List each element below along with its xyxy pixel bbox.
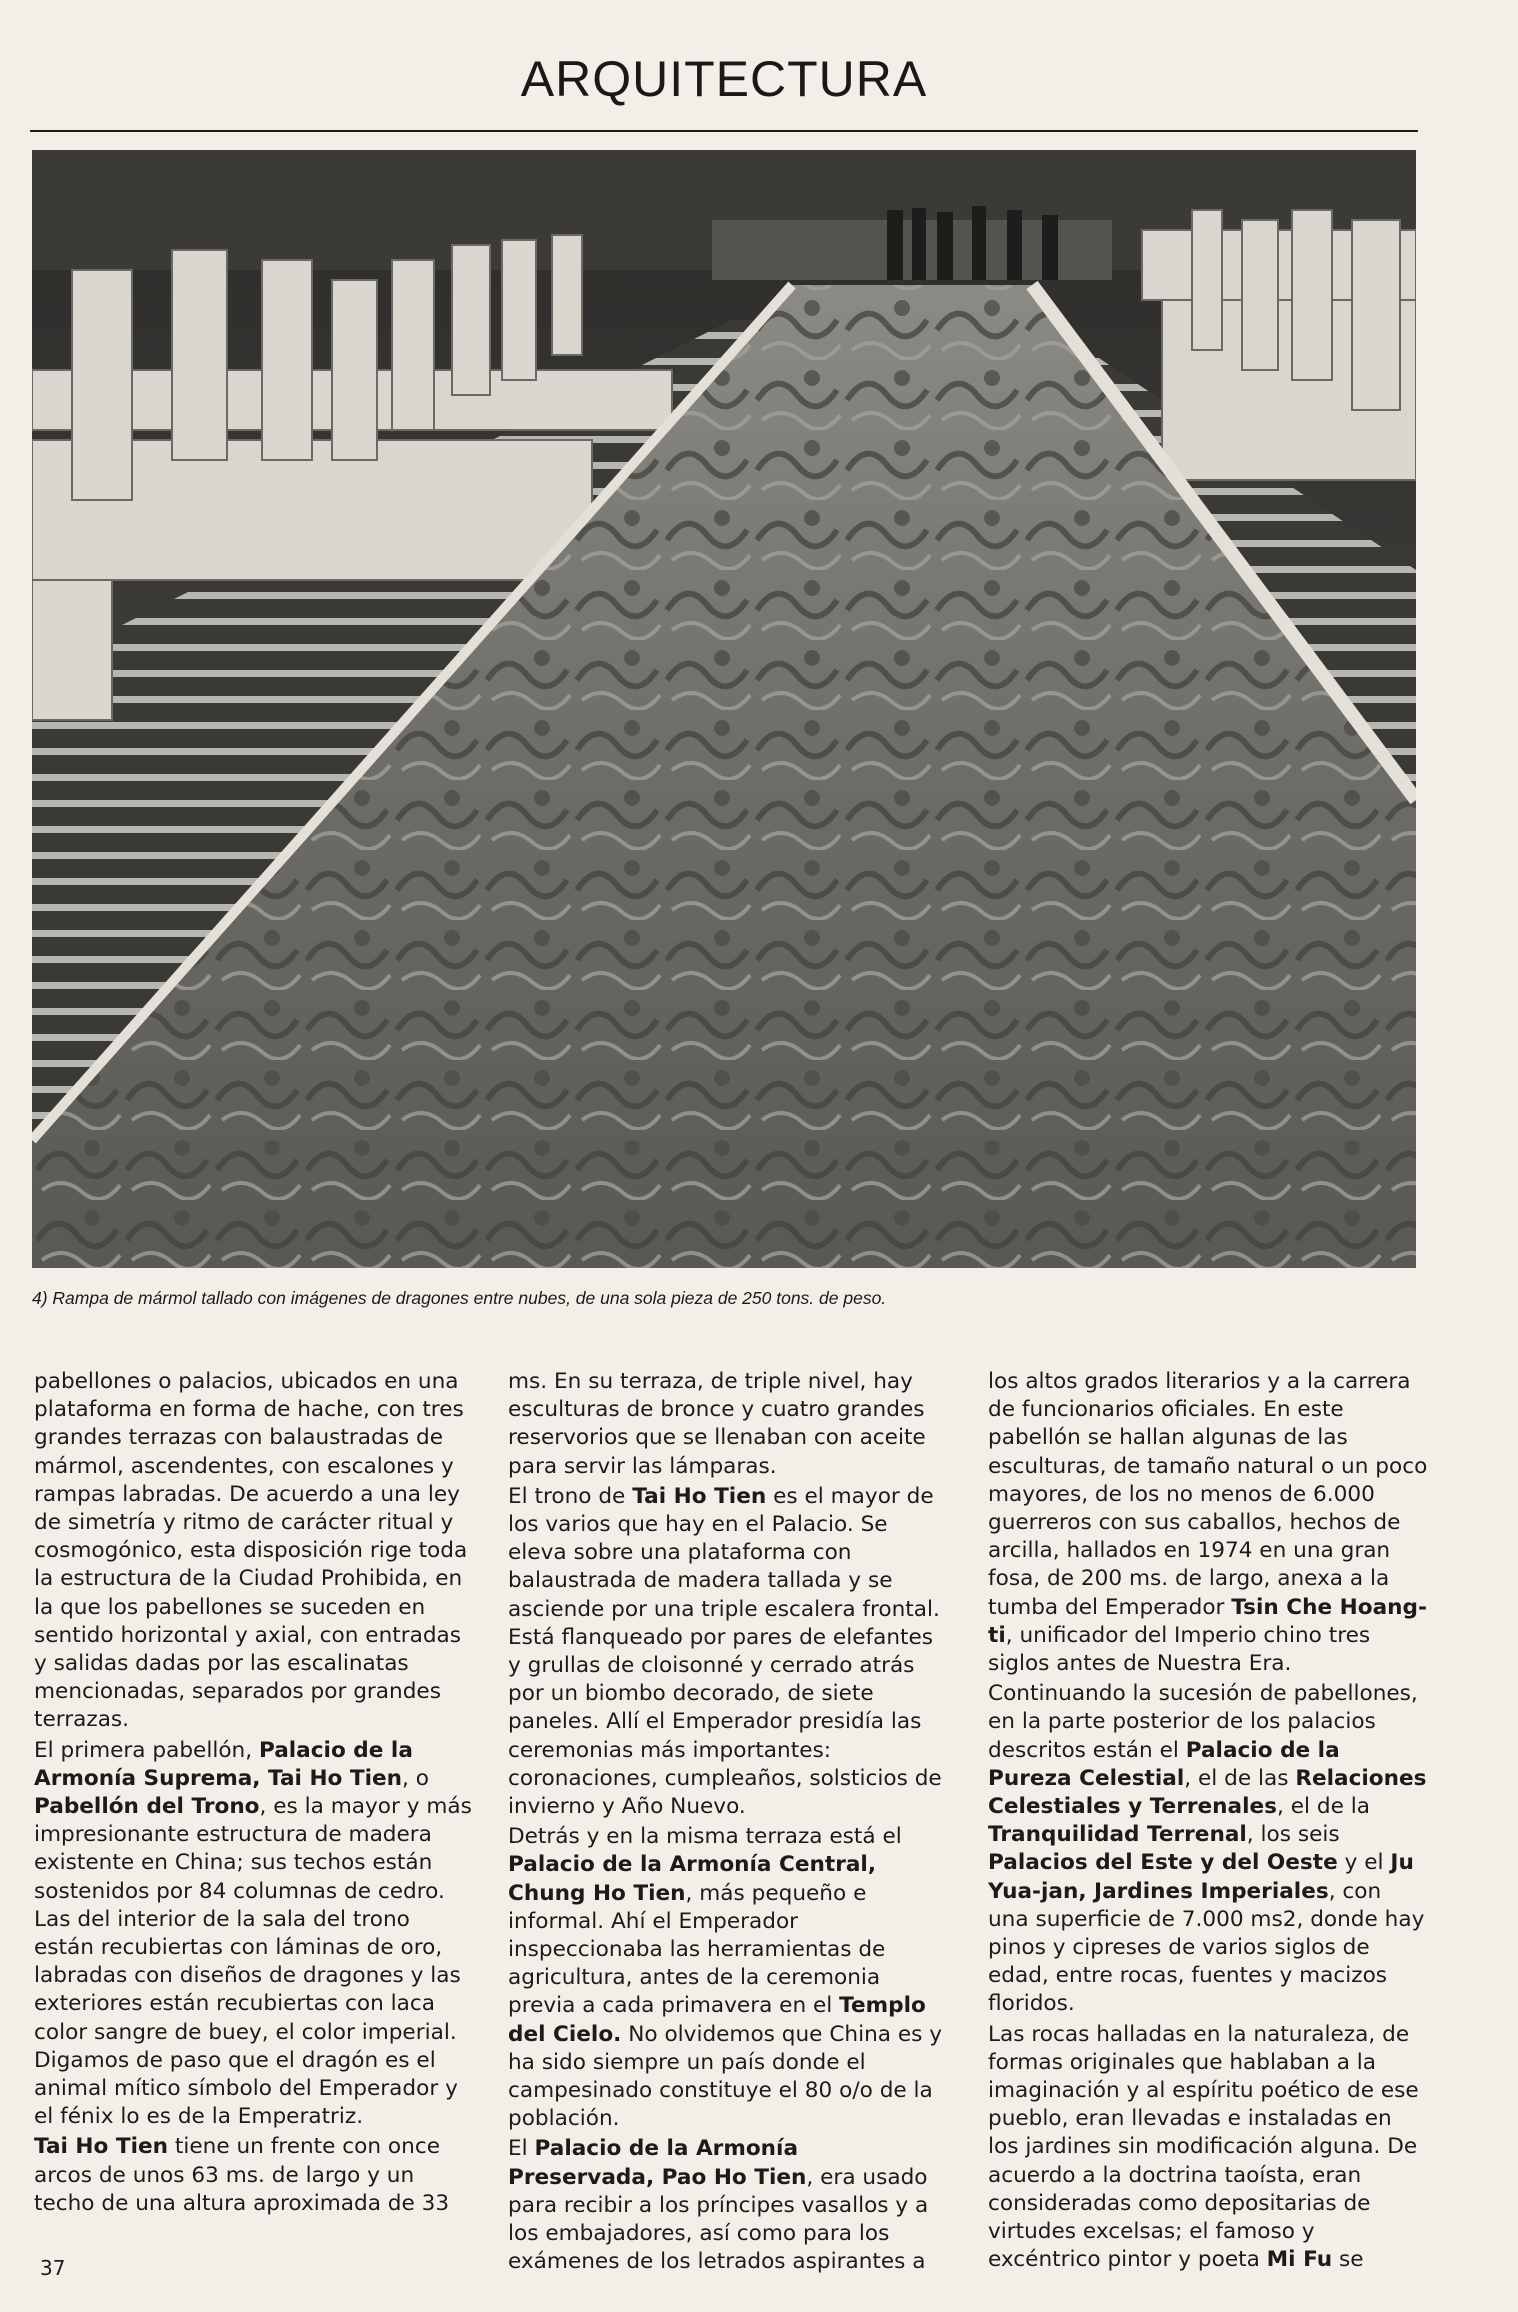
section-title: ARQUITECTURA xyxy=(520,51,928,107)
text-run: , era usado para recibir a los príncipes vasallos y a los embajadores, así como para los exámenes de los letrados aspirantes a xyxy=(508,2164,929,2275)
text-run: , el de la xyxy=(1277,1794,1370,1820)
text-run: , los seis xyxy=(1246,1822,1340,1848)
marble-dragon-ramp-photo-icon xyxy=(32,150,1416,1268)
bold-term: Palacio de la Armonía Central, Chung Ho Tien xyxy=(508,1852,877,1906)
page-header xyxy=(30,40,1418,132)
bold-term: Palacio de la Pureza Celestial xyxy=(988,1737,1340,1791)
bold-term: Tsin Che Hoang-ti xyxy=(988,1594,1427,1648)
bold-term: Relaciones Celestiales y Terrenales xyxy=(988,1765,1427,1820)
bold-term: Tai Ho Tien xyxy=(34,2134,169,2160)
photo-caption: 4) Rampa de mármol tallado con imágenes de dragones entre nubes, de una sola pieza de 250 tons. de peso. xyxy=(32,1288,887,1308)
paragraph xyxy=(508,1483,950,1821)
bold-term: Tai Ho Tien xyxy=(632,1483,767,1509)
text-run: El primera pabellón, xyxy=(34,1737,259,1763)
text-run: tiene un frente con once arcos de unos 63 ms. de largo y un techo de una altura aproximada de 33 xyxy=(34,2134,450,2216)
text-column-3 xyxy=(988,1368,1428,2277)
text-run: y el xyxy=(1337,1850,1391,1876)
bold-term: Mi Fu xyxy=(1266,2247,1333,2273)
text-column-2 xyxy=(508,1368,950,2279)
text-run: , o xyxy=(402,1765,429,1791)
bold-term: Palacio de la Armonía Suprema, Tai Ho Tien xyxy=(34,1737,413,1791)
text-run: Continuando la sucesión de pabellones, en la parte posterior de los palacios descritos están el xyxy=(988,1681,1418,1763)
bold-term: Ju Yua-jan, Jardines Imperiales xyxy=(988,1850,1414,1904)
paragraph xyxy=(508,1368,950,1481)
text-run: se xyxy=(1332,2247,1364,2273)
paragraph xyxy=(34,2133,474,2218)
text-run: ms. En su terraza, de triple nivel, hay esculturas de bronce y cuatro grandes reservorios que se llenaban con aceite para servir las lámparas. xyxy=(508,1369,926,1479)
page-number: 37 xyxy=(40,2256,66,2280)
text-column-1 xyxy=(34,1368,474,2220)
bold-term: Palacios del Este y del Oeste xyxy=(988,1850,1338,1876)
paragraph xyxy=(34,1737,474,2132)
marble-dragon-ramp-photo xyxy=(32,150,1416,1268)
text-run: , con una superficie de 7.000 ms2, donde hay pinos y cipreses de varios siglos de edad, entre rocas, fuentes y macizos floridos. xyxy=(988,1878,1425,2017)
text-run: , es la mayor y más impresionante estructura de madera existente en China; sus techos están sostenidos por 84 columnas de cedro. Las del interior de la sala del trono están recubiertas con láminas de oro, labradas con diseños de dragones y las exteriores están recubiertas con laca color sangre de buey, el color imperial. Digamos de paso que el dragón es el animal mítico símbolo del Emperador y el fénix lo es de la Emperatriz. xyxy=(34,1794,472,2130)
text-run: los altos grados literarios y a la carrera de funcionarios oficiales. En este pabellón se hallan algunas de las esculturas, de tamaño natural o un poco mayores, de los no menos de 6.000 guerreros con sus caballos, hechos de arcilla, hallados en 1974 en una gran fosa, de 200 ms. de largo, anexa a la tumba del Emperador xyxy=(988,1369,1428,1620)
text-run: , el de las xyxy=(1184,1765,1296,1791)
paragraph xyxy=(988,1680,1428,2018)
text-run: El trono de xyxy=(508,1483,633,1509)
paragraph xyxy=(508,2135,950,2276)
text-run: No olvidemos que China es y ha sido siempre un país donde el campesinado constituye el 80 o/o de la población. xyxy=(508,2021,943,2132)
paragraph xyxy=(988,1368,1428,1678)
bold-term: Tranquilidad Terrenal xyxy=(988,1822,1247,1848)
text-run: , unificador del Imperio chino tres siglos antes de Nuestra Era. xyxy=(988,1622,1371,1677)
text-run: El xyxy=(508,2136,535,2162)
paragraph xyxy=(34,1368,474,1735)
bold-term: Pabellón del Trono xyxy=(34,1794,260,1820)
paragraph xyxy=(988,2021,1428,2275)
text-run: Detrás y en la misma terraza está el xyxy=(508,1824,902,1850)
paragraph xyxy=(508,1823,950,2133)
text-run: , más pequeño e informal. Ahí el Emperador inspeccionaba las herramientas de agricultura, antes de la ceremonia previa a cada primavera en el xyxy=(508,1880,886,2019)
bold-term: Templo del Cielo. xyxy=(508,1993,926,2047)
text-run: pabellones o palacios, ubicados en una plataforma en forma de hache, con tres grandes terrazas con balaustradas de mármol, ascendentes, con escalones y rampas labradas. De acuerdo a una ley de simetría y ritmo de carácter ritual y cosmogónico, esta disposición rige toda la estructura de la Ciudad Prohibida, en la que los pabellones se suceden en sentido horizontal y axial, con entradas y salidas dadas por las escalinatas mencionadas, separados por grandes terrazas. xyxy=(34,1369,468,1733)
text-run: Las rocas halladas en la naturaleza, de formas originales que hablaban a la imaginación y al espíritu poético de ese pueblo, eran llevadas e instaladas en los jardines sin modificación alguna. De acuerdo a la doctrina taoísta, eran consideradas como depositarias de virtudes excelsas; el famoso y excéntrico pintor y poeta xyxy=(988,2021,1419,2273)
text-run: es el mayor de los varios que hay en el Palacio. Se eleva sobre una plataforma con balaustrada de madera tallada y se asciende por una triple escalera frontal. Está flanqueado por pares de elefantes y grullas de cloisonné y cerrado atrás por un biombo decorado, de siete paneles. Allí el Emperador presidía las ceremonias más importantes: coronaciones, cumpleaños, solsticios de invierno y Año Nuevo. xyxy=(508,1483,942,1820)
bold-term: Palacio de la Armonía Preservada, Pao Ho Tien xyxy=(508,2136,807,2190)
